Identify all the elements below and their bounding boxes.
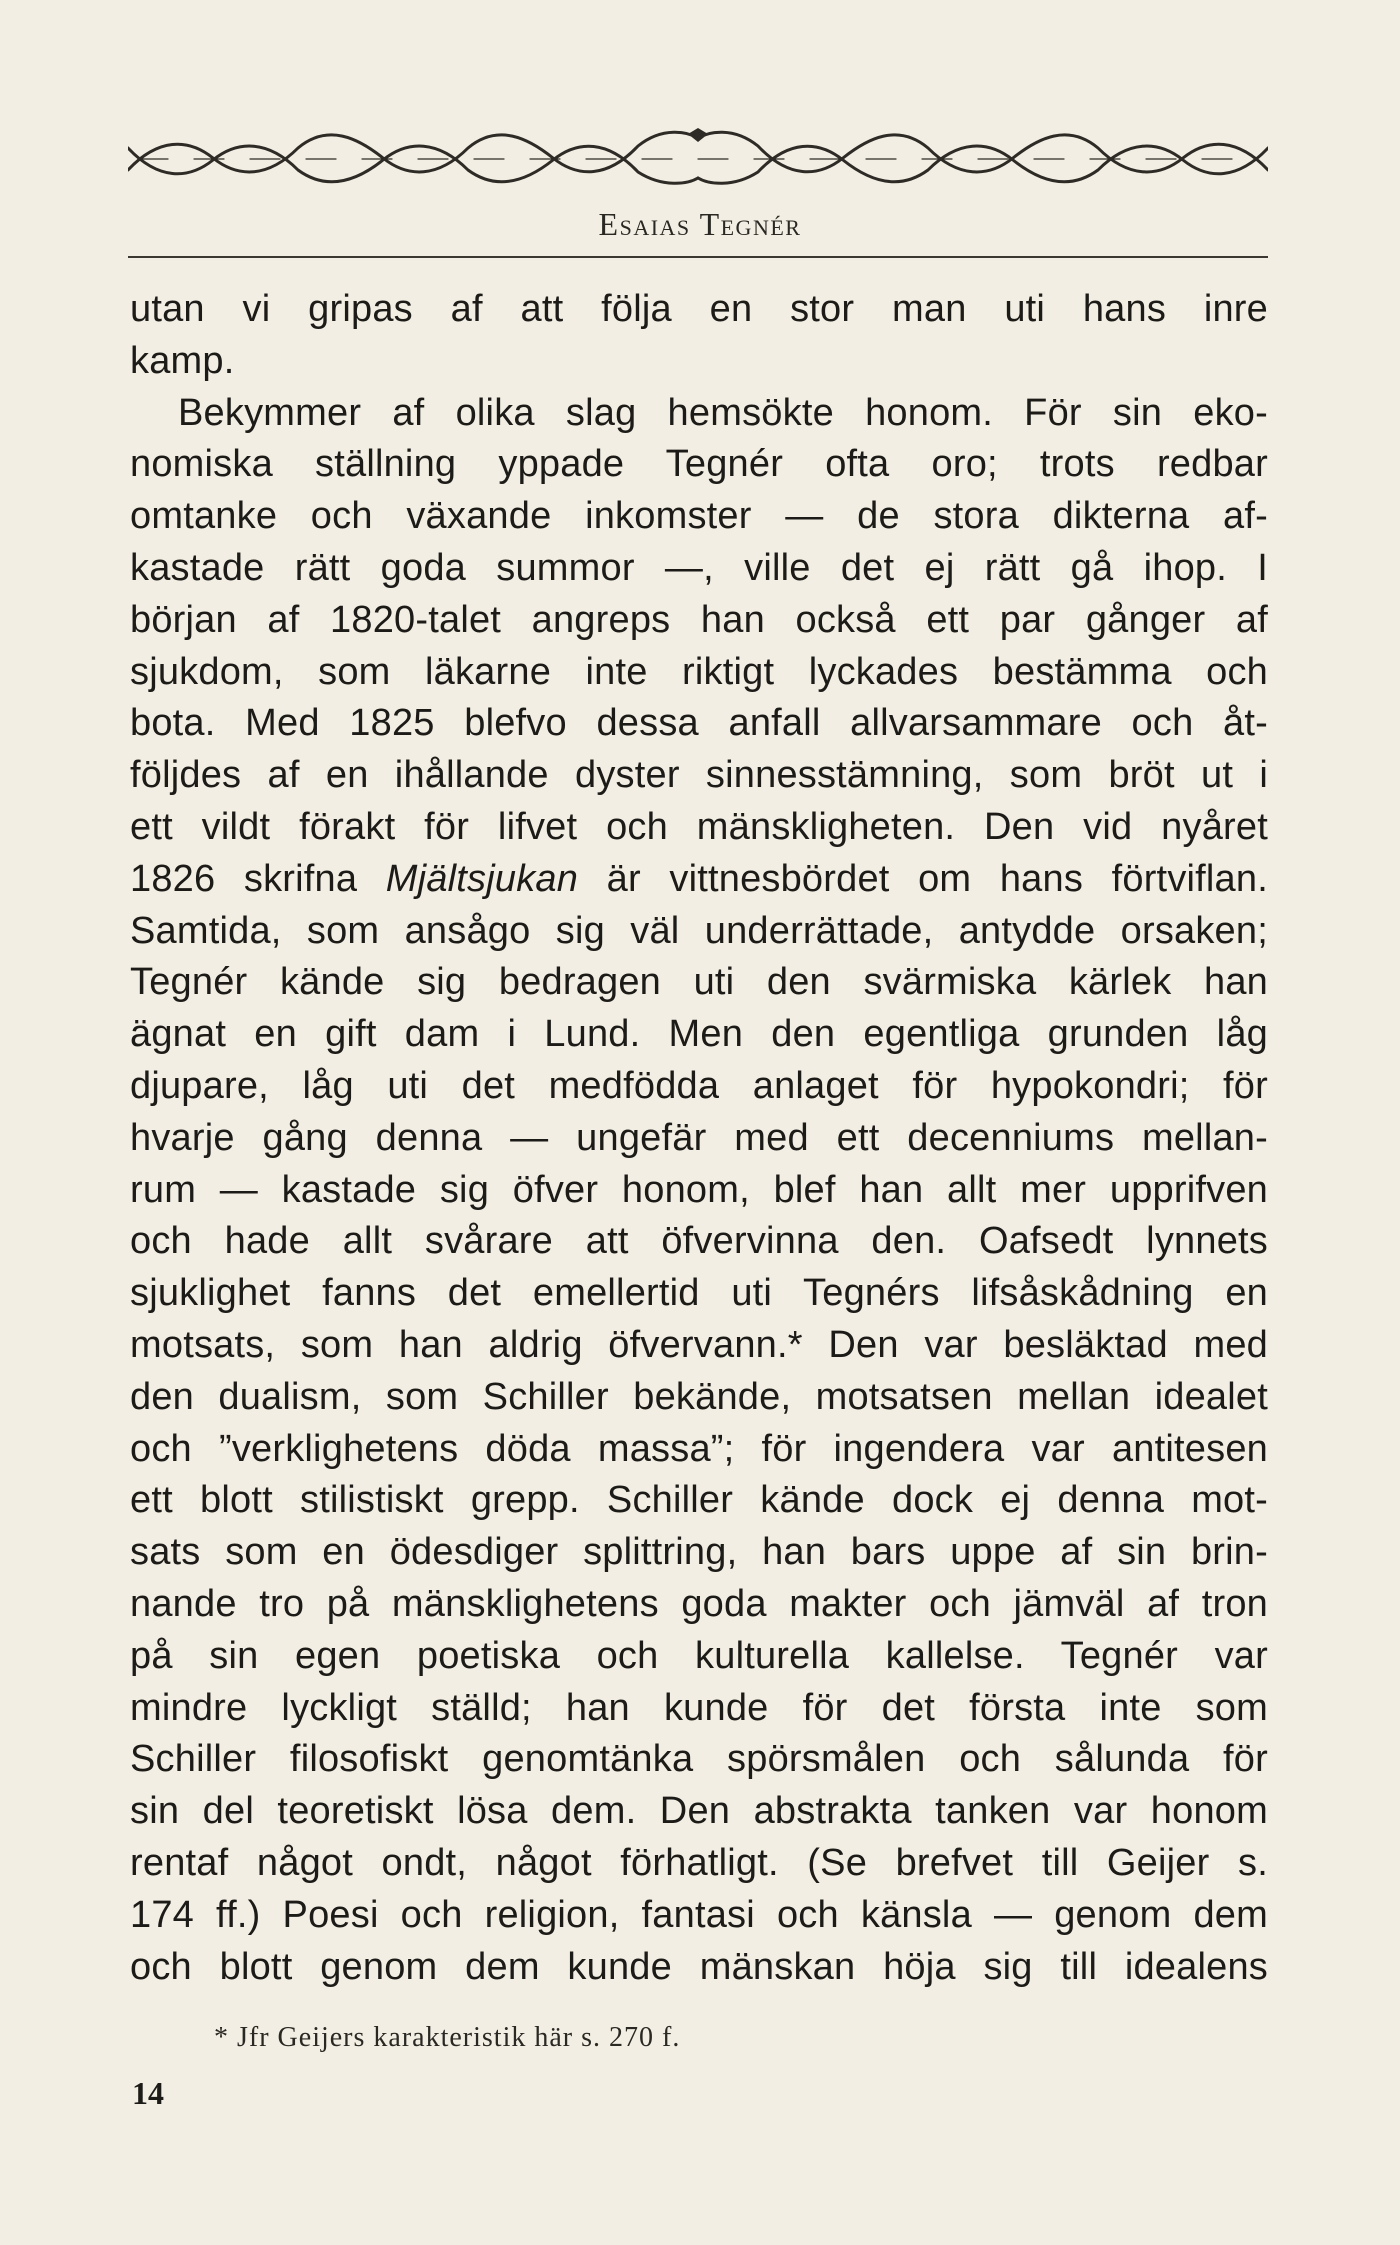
text-line: sjuklighet fanns det emellertid uti Tegnérs lifsåskådning en [130, 1272, 1268, 1315]
text-line: början af 1820-talet angreps han också ett par gånger af [130, 598, 1268, 641]
text-line: mindre lyckligt ställd; han kunde för det första inte som [130, 1686, 1268, 1729]
text-line: kamp. [130, 339, 235, 382]
text-line: sjukdom, som läkarne inte riktigt lyckades bestämma och [130, 650, 1268, 693]
text-line: Tegnér kände sig bedragen uti den svärmiska kärlek han [130, 961, 1268, 1004]
footnote: * Jfr Geijers karakteristik här s. 270 f. [214, 2022, 681, 2053]
running-head: Esaias Tegnér [598, 206, 802, 242]
page-number: 14 [132, 2075, 164, 2111]
text-line: 174 ff.) Poesi och religion, fantasi och känsla — genom dem [130, 1893, 1268, 1936]
text-segment: är vittnesbördet om hans förtviflan. [606, 857, 1268, 900]
text-line-with-title [130, 854, 1268, 906]
interlace-ornament-icon [128, 128, 1268, 190]
text-line: ett blott stilistiskt grepp. Schiller kände dock ej denna mot- [130, 1479, 1268, 1522]
text-line: kastade rätt goda summor —, ville det ej rätt gå ihop. I [130, 546, 1268, 589]
text-line: nomiska ställning yppade Tegnér ofta oro; trots redbar [130, 443, 1268, 486]
text-line: ägnat en gift dam i Lund. Men den egentliga grunden låg [130, 1013, 1268, 1056]
text-line: sats som en ödesdiger splittring, han bars uppe af sin brin- [130, 1531, 1268, 1574]
text-line: och hade allt svårare att öfvervinna den. Oafsedt lynnets [130, 1220, 1268, 1263]
text-line: på sin egen poetiska och kulturella kallelse. Tegnér var [130, 1634, 1268, 1677]
text-line: rentaf något ondt, något förhatligt. (Se brefvet till Geijer s. [130, 1841, 1268, 1884]
text-line: och ”verklighetens döda massa”; för ingendera var antitesen [130, 1427, 1268, 1470]
text-line: djupare, låg uti det medfödda anlaget för hypokondri; för [130, 1064, 1268, 1107]
text-line: omtanke och växande inkomster — de stora dikterna af- [130, 495, 1268, 538]
text-line: ett vildt förakt för lifvet och mänskligheten. Den vid nyåret [130, 805, 1268, 848]
text-line: rum — kastade sig öfver honom, blef han allt mer upprifven [130, 1168, 1268, 1211]
text-line: följdes af en ihållande dyster sinnesstämning, som bröt ut i [130, 754, 1268, 797]
text-segment: 1826 skrifna [130, 857, 358, 900]
text-line: utan vi gripas af att följa en stor man uti hans inre [130, 288, 1268, 330]
body-text [130, 284, 1268, 1993]
text-line: bota. Med 1825 blefvo dessa anfall allvarsammare och åt- [130, 702, 1268, 745]
work-title: Mjältsjukan [385, 857, 579, 900]
text-line: den dualism, som Schiller bekände, motsatsen mellan idealet [130, 1375, 1268, 1418]
text-line: nande tro på mänsklighetens goda makter och jämväl af tron [130, 1582, 1268, 1625]
text-line: Schiller filosofiskt genomtänka spörsmålen och sålunda för [130, 1738, 1268, 1781]
text-line: hvarje gång denna — ungefär med ett decenniums mellan- [130, 1116, 1268, 1159]
text-line: Samtida, som ansågo sig väl underrättade, antydde orsaken; [130, 909, 1268, 952]
text-line: och blott genom dem kunde mänskan höja sig till idealens [130, 1945, 1268, 1988]
text-line: sin del teoretiskt lösa dem. Den abstrakta tanken var honom [130, 1790, 1268, 1833]
header-rule [128, 256, 1268, 258]
text-line: motsats, som han aldrig öfvervann.* Den var besläktad med [130, 1323, 1268, 1366]
text-line: Bekymmer af olika slag hemsökte honom. För sin eko- [178, 391, 1268, 434]
